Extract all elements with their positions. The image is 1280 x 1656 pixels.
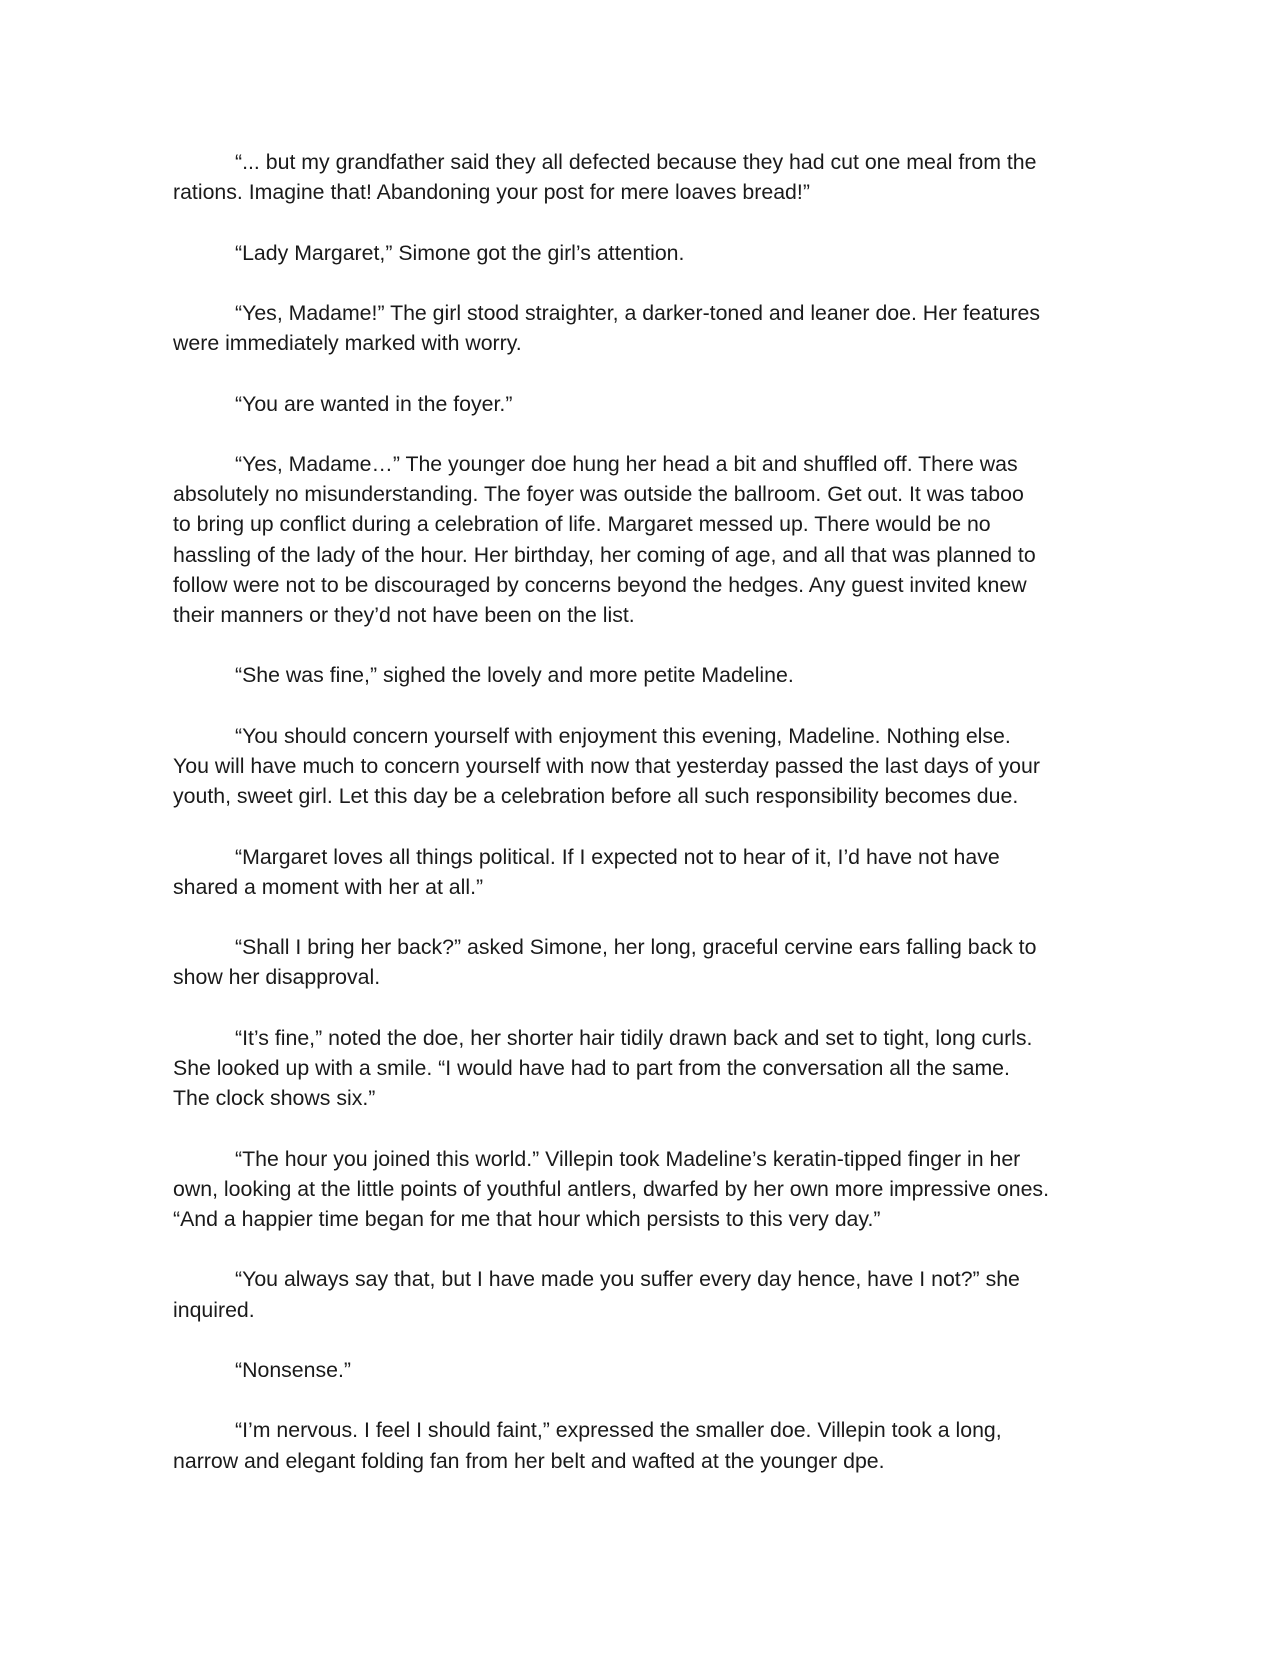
paragraph: “The hour you joined this world.” Villepin took Madeline’s keratin-tipped finger in her own, looking at the little points of youthful antlers, dwarfed by her own more impressive ones. “And a happier time began for me that hour which persists to this very day.”	[173, 1146, 1049, 1231]
document-body	[173, 147, 1123, 1506]
paragraph: “You are wanted in the foyer.”	[235, 391, 513, 416]
paragraph: “It’s fine,” noted the doe, her shorter hair tidily drawn back and set to tight, long curls. She looked up with a smile. “I would have had to part from the conversation all the same. The clock shows six.”	[173, 1025, 1033, 1111]
paragraph: “... but my grandfather said they all defected because they had cut one meal from the rations. Imagine that! Abandoning your post for mere loaves bread!”	[173, 150, 1037, 205]
paragraph: “Margaret loves all things political. If I expected not to hear of it, I’d have not have shared a moment with her at all.”	[173, 844, 1000, 899]
paragraph: “Yes, Madame!” The girl stood straighter, a darker-toned and leaner doe. Her features were immediately marked with worry.	[173, 300, 1040, 356]
paragraph: “Nonsense.”	[235, 1357, 351, 1382]
paragraph: “You should concern yourself with enjoyment this evening, Madeline. Nothing else. You will have much to concern yourself with now that yesterday passed the last days of your youth, sweet girl. Let this day be a celebration before all such responsibility becomes due.	[173, 723, 1040, 809]
paragraph: “Lady Margaret,” Simone got the girl’s attention.	[235, 240, 685, 265]
paragraph: “Shall I bring her back?” asked Simone, her long, graceful cervine ears falling back to show her disapproval.	[173, 935, 1037, 990]
paragraph: “I’m nervous. I feel I should faint,” expressed the smaller doe. Villepin took a long, narrow and elegant folding fan from her belt and wafted at the younger dpe.	[173, 1418, 1002, 1473]
paragraph: “You always say that, but I have made you suffer every day hence, have I not?” she inquired.	[173, 1267, 1020, 1322]
paragraph: “Yes, Madame…” The younger doe hung her head a bit and shuffled off. There was absolutely no misunderstanding. The foyer was outside the ballroom. Get out. It was taboo to bring up conflict during a celebration of life. Margaret messed up. There would be no hassling of the lady of the hour. Her birthday, her coming of age, and all that was planned to follow were not to be discouraged by concerns beyond the hedges. Any guest invited knew their manners or they’d not have been on the list.	[173, 451, 1036, 627]
paragraph: “She was fine,” sighed the lovely and more petite Madeline.	[235, 663, 794, 688]
